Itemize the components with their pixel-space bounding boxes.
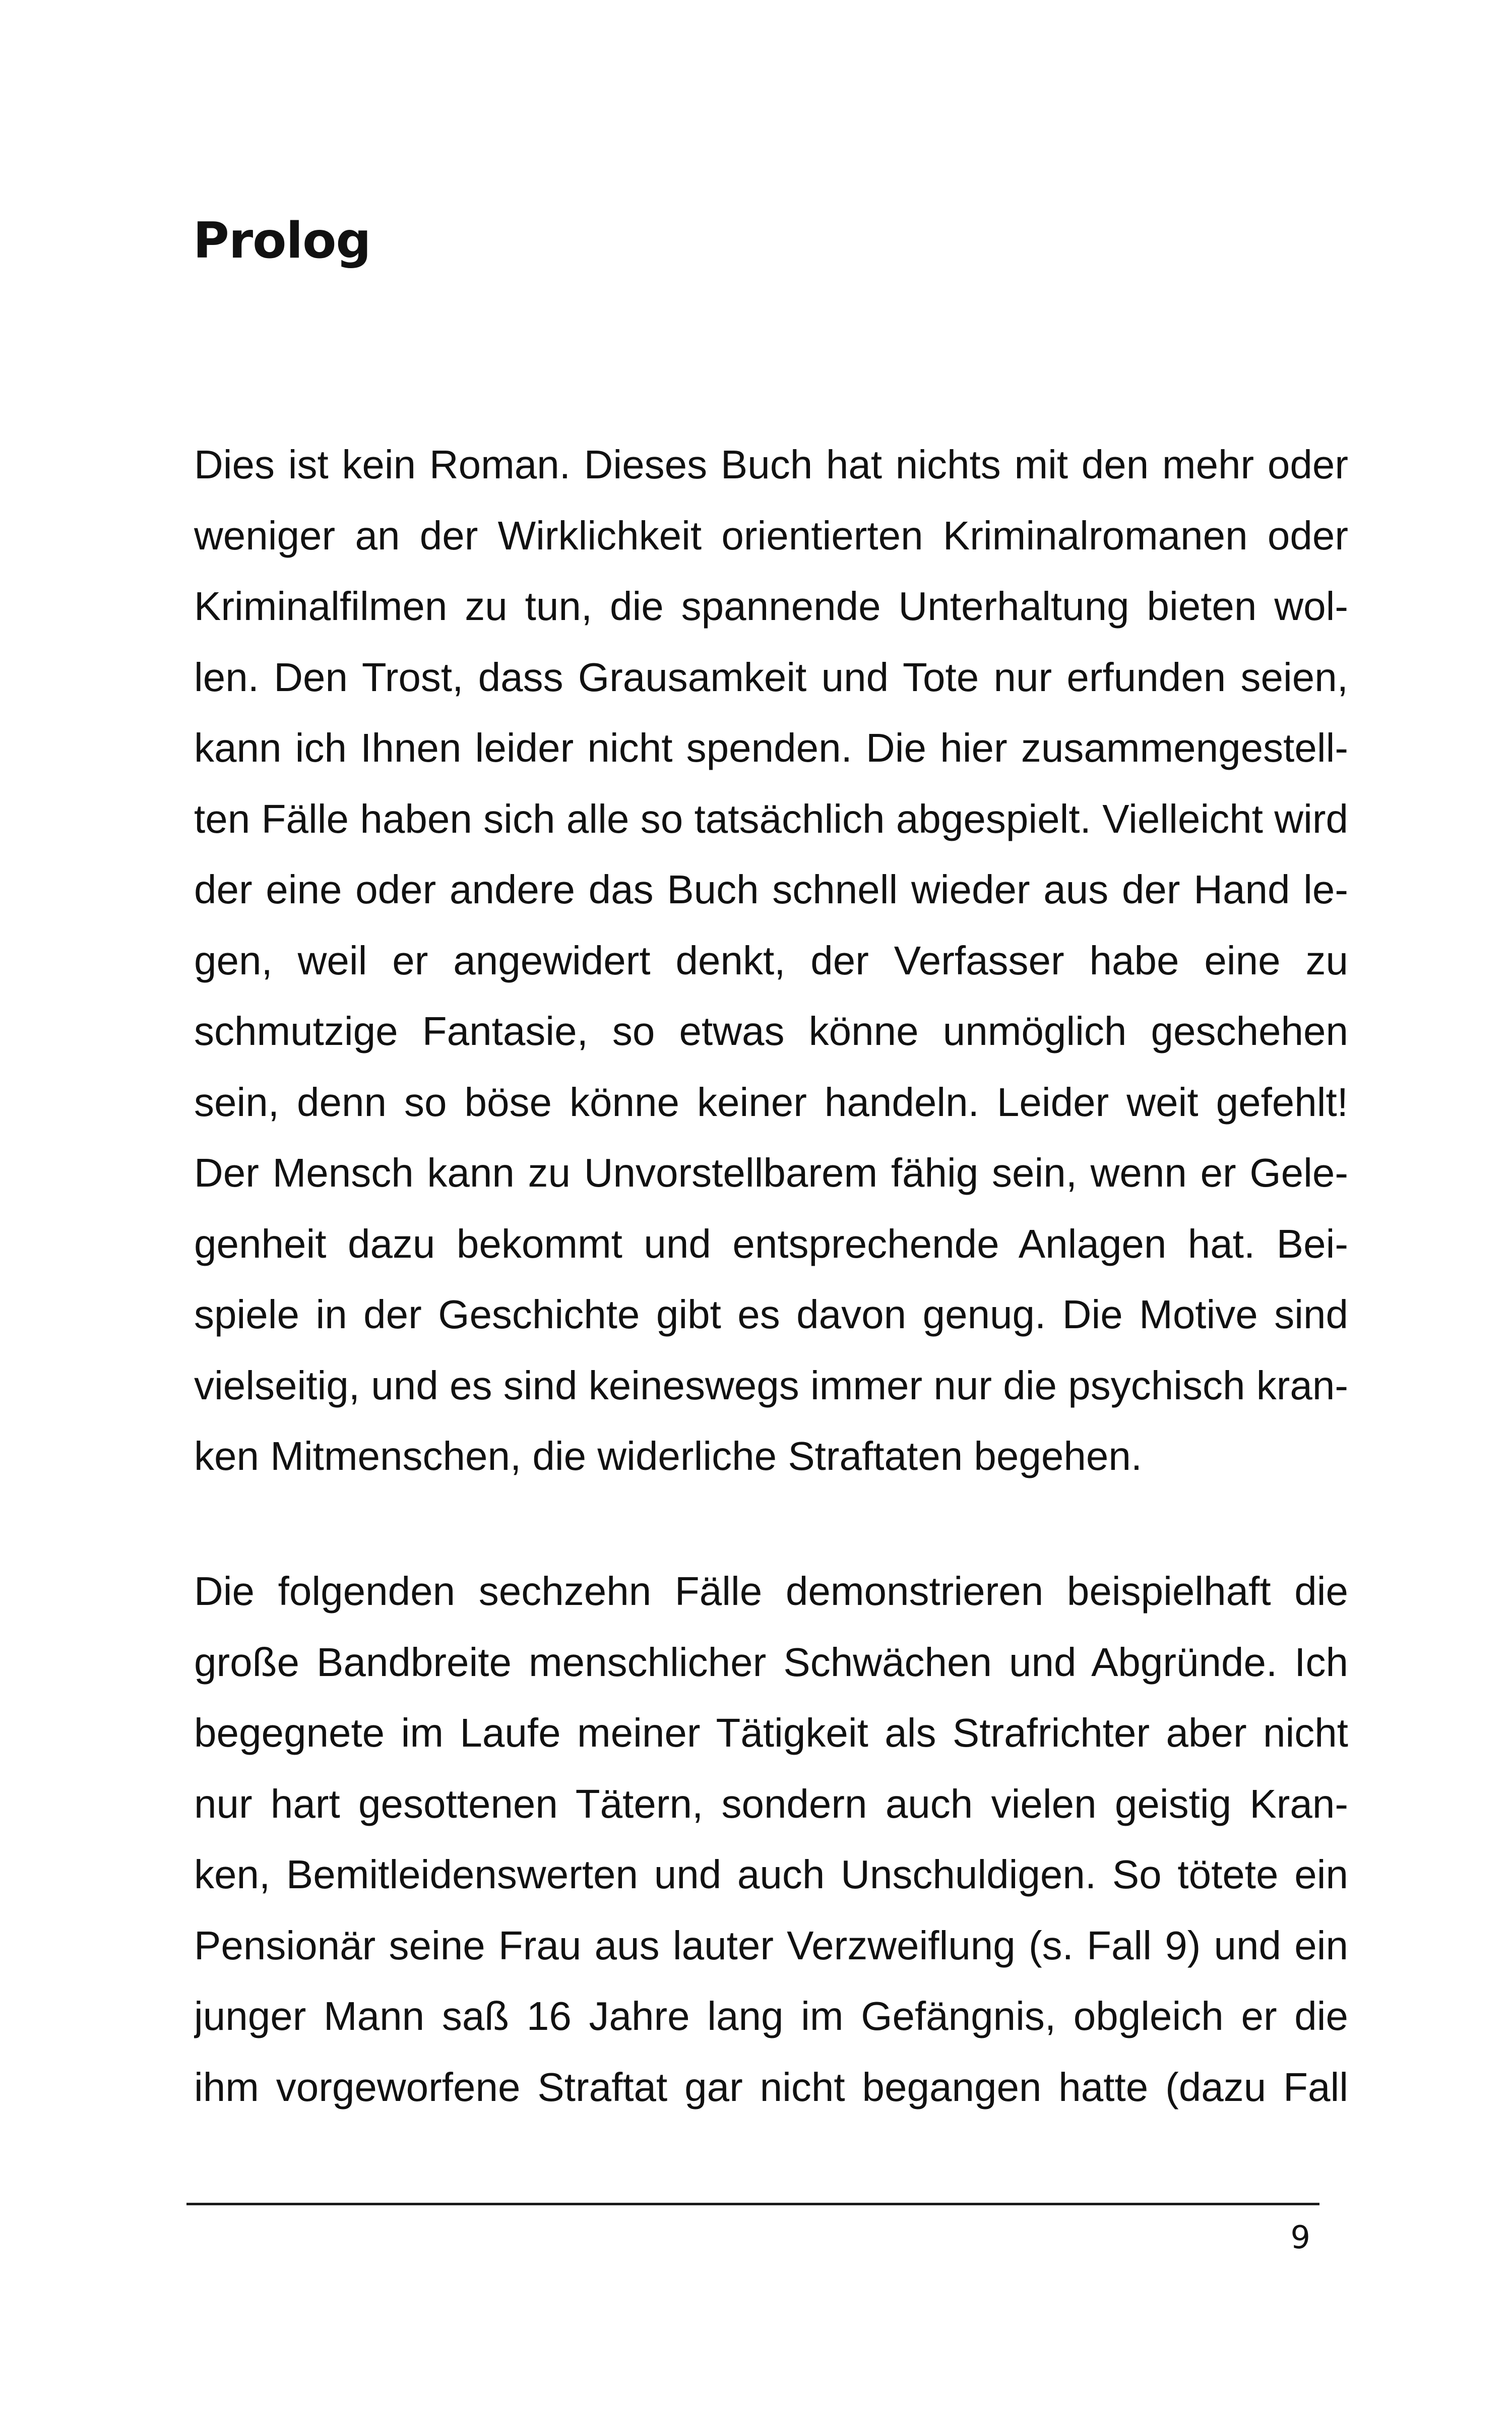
text-line: ken, Bemitleidenswerten und auch Unschuldigen. So tötete ein: [194, 1852, 1348, 1897]
text-line: Kriminalfilmen zu tun, die spannende Unterhaltung bieten wol-: [194, 584, 1348, 629]
text-line: len. Den Trost, dass Grausamkeit und Tote nur erfunden seien,: [194, 654, 1348, 700]
text-line: große Bandbreite menschlicher Schwächen und Abgründe. Ich: [194, 1639, 1348, 1685]
text-line: kann ich Ihnen leider nicht spenden. Die hier zusammengestell-: [194, 725, 1348, 770]
text-line: Dies ist kein Roman. Dieses Buch hat nichts mit den mehr oder: [194, 442, 1348, 487]
text-line: spiele in der Geschichte gibt es davon genug. Die Motive sind: [194, 1292, 1348, 1337]
text-line: der eine oder andere das Buch schnell wieder aus der Hand le-: [194, 867, 1348, 912]
chapter-heading: Prolog: [193, 212, 371, 270]
text-line: junger Mann saß 16 Jahre lang im Gefängnis, obgleich er die: [194, 1994, 1348, 2038]
page-number: 9: [1290, 2219, 1310, 2256]
text-line: ihm vorgeworfene Straftat gar nicht begangen hatte (dazu Fall: [194, 2064, 1348, 2110]
text-line: sein, denn so böse könne keiner handeln. Leider weit gefehlt!: [194, 1079, 1348, 1125]
footer-divider: [186, 2203, 1319, 2205]
text-line: nur hart gesottenen Tätern, sondern auch vielen geistig Kran-: [194, 1781, 1348, 1826]
text-line: weniger an der Wirklichkeit orientierten Kriminalromanen oder: [194, 513, 1348, 558]
text-line: vielseitig, und es sind keineswegs immer nur die psychisch kran-: [194, 1362, 1348, 1408]
text-line: Der Mensch kann zu Unvorstellbarem fähig sein, wenn er Gele-: [194, 1150, 1348, 1195]
paragraph-1: [194, 429, 1348, 1492]
text-line: ten Fälle haben sich alle so tatsächlich abgespielt. Vielleicht wird: [194, 796, 1348, 841]
text-line: begegnete im Laufe meiner Tätigkeit als Strafrichter aber nicht: [194, 1710, 1348, 1755]
text-line: genheit dazu bekommt und entsprechende Anlagen hat. Bei-: [194, 1221, 1348, 1266]
text-line: ken Mitmenschen, die widerliche Straftaten begehen.: [194, 1434, 1143, 1478]
text-line: schmutzige Fantasie, so etwas könne unmöglich geschehen: [194, 1009, 1348, 1053]
text-line: Pensionär seine Frau aus lauter Verzweiflung (s. Fall 9) und ein: [194, 1923, 1348, 1968]
paragraph-2: [194, 1556, 1348, 2123]
text-line: Die folgenden sechzehn Fälle demonstrieren beispielhaft die: [194, 1569, 1348, 1614]
text-line: gen, weil er angewidert denkt, der Verfasser habe eine zu: [194, 938, 1348, 983]
